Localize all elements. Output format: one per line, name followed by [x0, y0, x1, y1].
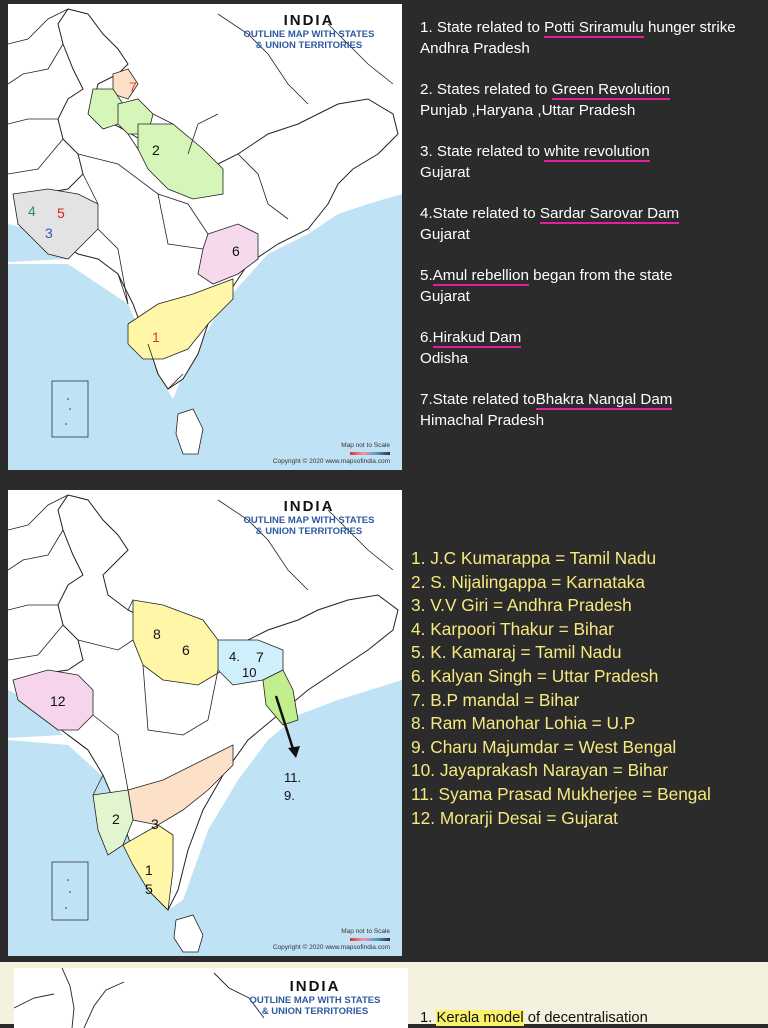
list-item: [420, 80, 760, 121]
item-answer: Odisha: [420, 349, 469, 367]
list-item: 4. Karpoori Thakur = Bihar: [411, 618, 614, 639]
item-text: 5.: [420, 267, 433, 284]
india-outline-svg: [8, 490, 402, 956]
list-item: 9. Charu Majumdar = West Bengal: [411, 736, 677, 757]
map-label: 12: [50, 693, 66, 709]
map-label: 6: [232, 243, 240, 259]
list-item: 2. S. Nijalingappa = Karnataka: [411, 571, 645, 592]
item-text: 6.: [420, 329, 433, 346]
map-title-block: [240, 978, 390, 1017]
item-text: 1. State related to: [420, 19, 545, 36]
list-item: [420, 18, 760, 59]
map-label: 7: [256, 649, 264, 665]
list-item: 12. Morarji Desai = Gujarat: [411, 807, 618, 828]
map-label: 10: [242, 665, 257, 680]
highlighted-term: Potti Sriramulu: [544, 19, 644, 36]
copyright-text: Copyright © 2020 www.mapsofindia.com: [272, 944, 390, 951]
india-map-3: [14, 968, 408, 1028]
map-label: 8: [153, 626, 161, 642]
india-map-1: [8, 4, 402, 470]
map-credit: [273, 442, 390, 466]
item-text: hunger strike: [643, 19, 736, 36]
item-text: of decentralisation: [523, 1010, 648, 1026]
map-subtitle-1: OUTLINE MAP WITH STATES: [243, 29, 375, 40]
item-answer: Gujarat: [420, 287, 470, 305]
map-label: 1: [152, 329, 160, 345]
list-item: [420, 204, 760, 245]
india-outline-svg: [8, 4, 402, 470]
item-answer: Punjab ,Haryana ,Uttar Pradesh: [420, 101, 636, 119]
item-text: began from the state: [528, 267, 673, 284]
list-item: 1. J.C Kumarappa = Tamil Nadu: [411, 548, 657, 568]
scale-note: Map not to Scale: [341, 928, 390, 935]
map-label: 6: [182, 642, 190, 658]
map-label: 2: [112, 811, 120, 827]
map-title: INDIA: [283, 12, 335, 29]
map-label: 3: [151, 816, 159, 832]
scale-note: Map not to Scale: [341, 442, 390, 449]
india-map-2: [8, 490, 402, 956]
highlighted-term: Hirakud Dam: [432, 329, 522, 346]
map-subtitle-2: & UNION TERRITORIES: [255, 40, 363, 51]
map-title-block: [234, 498, 384, 537]
map-subtitle-2: & UNION TERRITORIES: [255, 526, 363, 537]
item-answer: Himachal Pradesh: [420, 411, 545, 429]
slide-panel-3: [0, 962, 768, 1024]
map-label: 1: [145, 862, 153, 878]
item-text: 1.: [420, 1010, 437, 1026]
list-item: 5. K. Kamaraj = Tamil Nadu: [411, 642, 622, 663]
map-label: 4.: [229, 649, 240, 664]
map-label: 9.: [284, 788, 295, 803]
list-item: [420, 142, 760, 183]
item-text: 3. State related to: [420, 143, 545, 160]
item-answer: Gujarat: [420, 163, 470, 181]
map-title-block: [234, 12, 384, 51]
map-label: 5: [145, 881, 153, 897]
list-item: [420, 390, 760, 431]
highlighted-term: white revolution: [544, 143, 650, 160]
highlighted-term: Amul rebellion: [432, 267, 529, 284]
list-item: 6. Kalyan Singh = Uttar Pradesh: [411, 665, 659, 686]
slide-panel-2: [0, 484, 768, 962]
answer-list-2: [411, 547, 766, 830]
map-subtitle-1: OUTLINE MAP WITH STATES: [249, 995, 381, 1006]
item-text: 2. States related to: [420, 81, 552, 98]
list-item: 11. Syama Prasad Mukherjee = Bengal: [411, 783, 711, 804]
highlighted-term: Green Revolution: [551, 81, 670, 98]
map-label: 4: [28, 203, 36, 219]
map-label: 7: [129, 79, 137, 95]
list-item: [420, 328, 760, 369]
copyright-text: Copyright © 2020 www.mapsofindia.com: [272, 458, 390, 465]
map-subtitle-2: & UNION TERRITORIES: [261, 1006, 369, 1017]
answer-list-1: [420, 18, 760, 452]
highlighted-term: Bhakra Nangal Dam: [535, 391, 673, 408]
item-answer: Gujarat: [420, 225, 470, 243]
map-label: 11.: [284, 770, 302, 785]
slide-panel-1: [0, 0, 768, 478]
highlighted-term: Kerala model: [436, 1010, 524, 1026]
list-item: 3. V.V Giri = Andhra Pradesh: [411, 595, 632, 616]
list-item: 10. Jayaprakash Narayan = Bihar: [411, 760, 668, 781]
map-label: 2: [152, 142, 160, 158]
highlighted-term: Sardar Sarovar Dam: [539, 205, 680, 222]
item-text: 7.State related to: [420, 391, 536, 408]
map-label: 3: [45, 225, 53, 241]
map-title: INDIA: [289, 978, 341, 995]
map-credit: [273, 928, 390, 952]
scale-bar: [350, 938, 390, 941]
list-item: 7. B.P mandal = Bihar: [411, 689, 580, 710]
scale-bar: [350, 452, 390, 455]
map-label: 5: [57, 205, 65, 221]
item-answer: Andhra Pradesh: [420, 39, 530, 57]
item-text: 4.State related to: [420, 205, 540, 222]
map-subtitle-1: OUTLINE MAP WITH STATES: [243, 515, 375, 526]
list-item: [420, 266, 760, 307]
list-item: 8. Ram Manohar Lohia = U.P: [411, 713, 636, 734]
map-title: INDIA: [283, 498, 335, 515]
